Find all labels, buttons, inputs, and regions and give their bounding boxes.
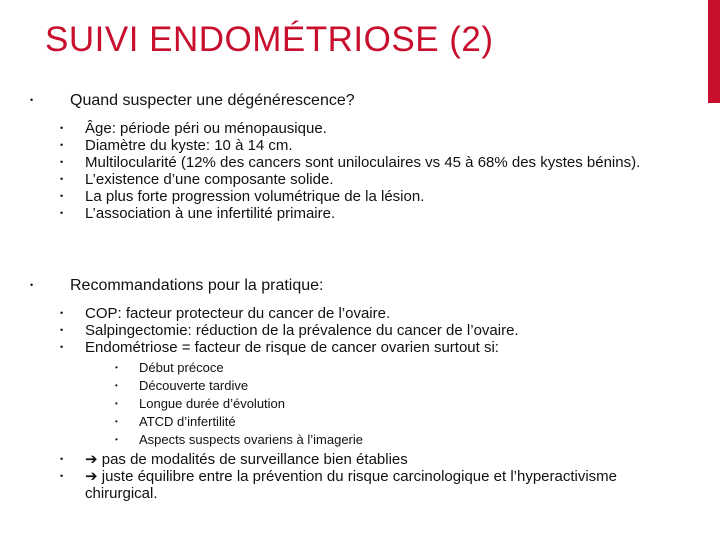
bullet-icon: • [60,342,64,352]
list-item-text: Endométriose = facteur de risque de cancer ovarien surtout si: [85,339,499,356]
list-item [60,120,670,137]
list-item-text: L’existence d’une composante solide. [85,171,334,188]
sub-list-item-text: Début précoce [139,360,224,375]
section-recommendations [30,276,670,502]
list-item [60,154,670,171]
list-item [60,137,670,154]
list-item-text: ➔ pas de modalités de surveillance bien établies [85,451,408,468]
sub-list-item [115,413,670,431]
bullet-icon: • [60,191,64,201]
slide-title: SUIVI ENDOMÉTRIOSE (2) [45,20,494,59]
list-item [60,322,670,339]
risk-factors-list [115,359,670,449]
bullet-icon: • [60,471,64,481]
sub-list-item [115,377,670,395]
list-item [60,339,670,449]
section-suspicion [30,91,670,222]
list-item-text: Salpingectomie: réduction de la prévalence du cancer de l’ovaire. [85,322,519,339]
recommendations-list [60,305,670,502]
sub-list-item-text: Découverte tardive [139,378,249,393]
bullet-icon: • [115,381,118,390]
bullet-icon: • [115,363,118,372]
bullet-icon: • [115,399,118,408]
list-item-text: COP: facteur protecteur du cancer de l’ovaire. [85,305,391,322]
accent-bar [708,0,720,103]
sub-list-item [115,359,670,377]
sub-list-item-text: ATCD d’infertilité [139,414,236,429]
list-item-text: Diamètre du kyste: 10 à 14 cm. [85,137,293,154]
section-item [30,276,670,502]
section-heading: Recommandations pour la pratique: [70,277,324,294]
sub-list-item-text: Aspects suspects ovariens à l’imagerie [139,432,363,447]
bullet-icon: • [60,454,64,464]
bullet-icon: • [30,280,34,290]
bullet-icon: • [60,140,64,150]
bullet-icon: • [115,435,118,444]
list-item [60,468,670,502]
list-item [60,171,670,188]
bullet-icon: • [60,308,64,318]
bullet-icon: • [60,325,64,335]
bullet-icon: • [60,157,64,167]
bullet-icon: • [60,123,64,133]
list-item [60,188,670,205]
bullet-icon: • [115,417,118,426]
list-item [60,451,670,468]
bullet-icon: • [60,174,64,184]
criteria-list [60,120,670,222]
sub-list-item [115,431,670,449]
section-heading: Quand suspecter une dégénérescence? [70,92,355,109]
list-item [60,305,670,322]
list-item-text: Âge: période péri ou ménopausique. [85,120,327,137]
list-item-text: ➔ juste équilibre entre la prévention du risque carcinologique et l’hyperactivisme chirurgical. [85,468,618,502]
bullet-icon: • [60,208,64,218]
sub-list-item [115,395,670,413]
list-item-text: La plus forte progression volumétrique de la lésion. [85,188,425,205]
section-item [30,91,670,222]
bullet-icon: • [30,95,34,105]
list-item-text: L’association à une infertilité primaire. [85,205,336,222]
sub-list-item-text: Longue durée d’évolution [139,396,286,411]
list-item-text: Multilocularité (12% des cancers sont uniloculaires vs 45 à 68% des kystes bénins). [85,154,641,171]
list-item [60,205,670,222]
